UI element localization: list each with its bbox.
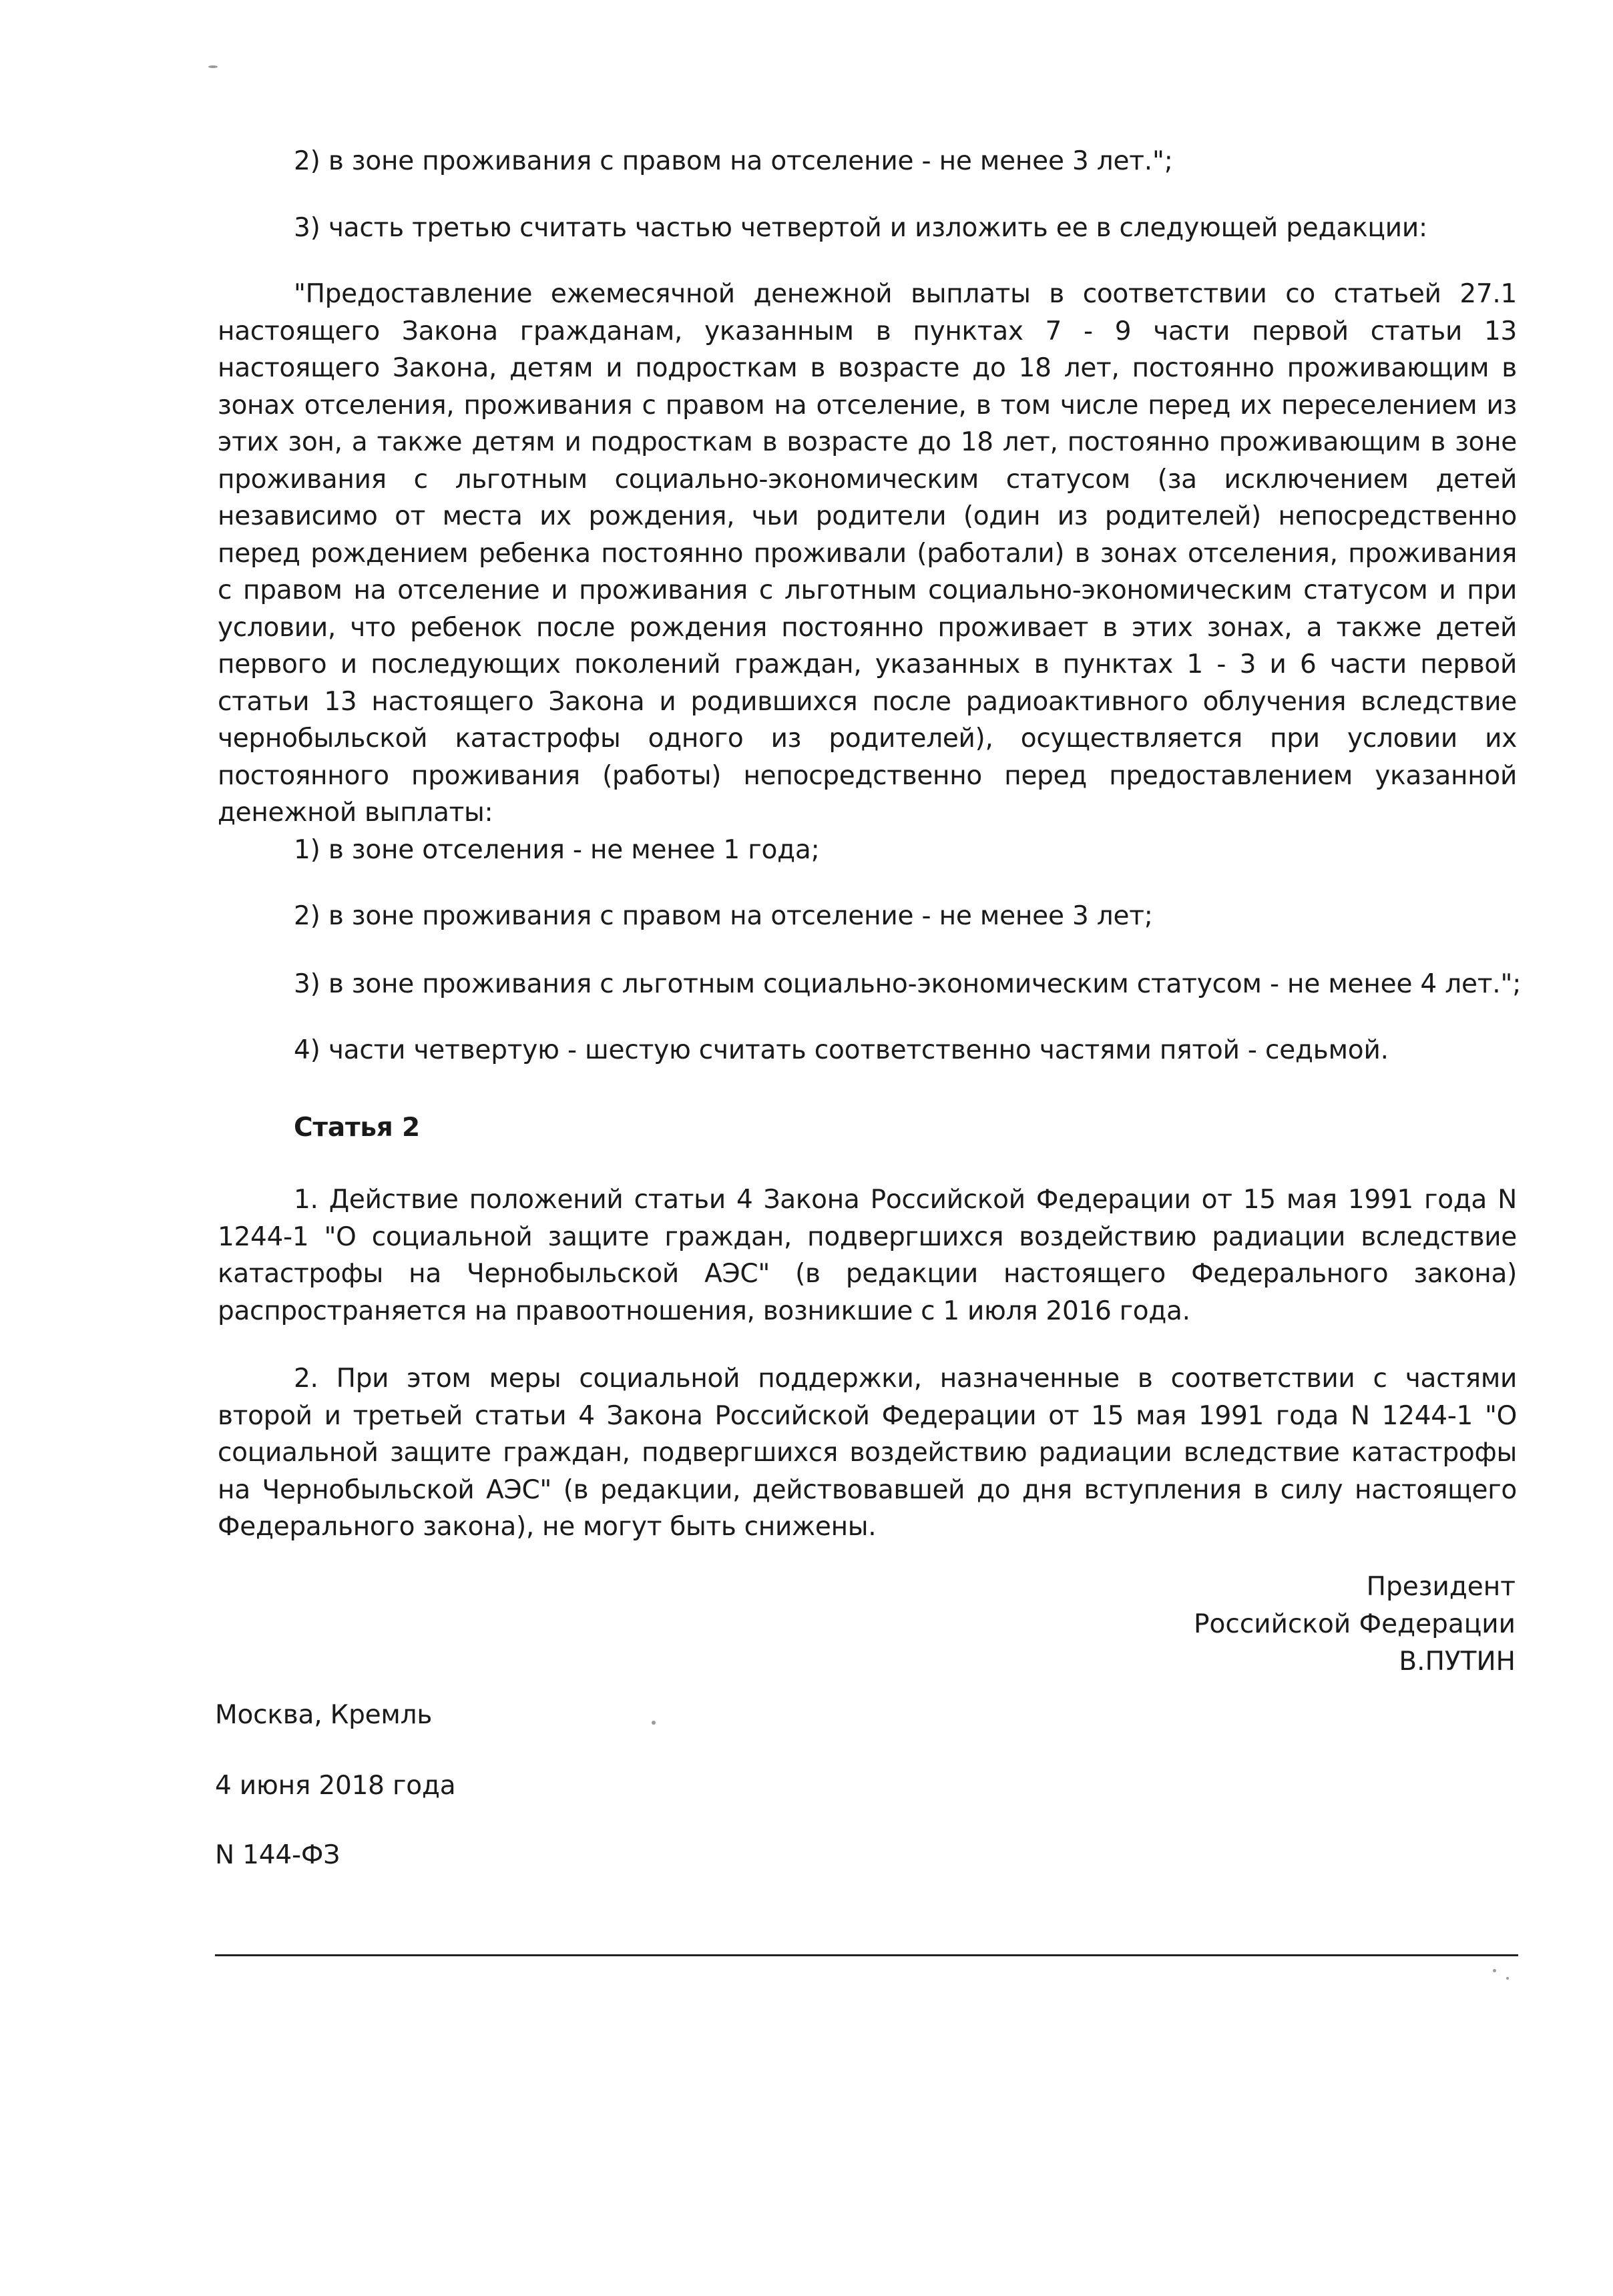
signing-place: Москва, Кремль bbox=[215, 1700, 433, 1730]
article-heading: Статья 2 bbox=[294, 1113, 420, 1143]
list-item-zone-resettlement-right: 2) в зоне проживания с правом на отселение - не менее 3 лет."; bbox=[294, 146, 1173, 176]
quoted-amendment-paragraph: "Предоставление ежемесячной денежной выплаты в соответствии со статьей 27.1 настоящего Закона гражданам, указанным в пунктах 7 - 9 части первой статьи 13 настоящего Закона, детям и подросткам в возрасте до 18 лет, постоянно проживающим в зонах отселения, проживания с правом на отселение, в том числе перед их переселением из этих зон, а также детям и подросткам в возрасте до 18 лет, постоянно проживающим в зоне проживания с льготным социально-экономическим статусом (за исключением детей независимо от места их рождения, чьи родители (один из родителей) непосредственно перед рождением ребенка постоянно проживали (работали) в зонах отселения, проживания с правом на отселение и проживания с льготным социально-экономическим статусом и при условии, что ребенок после рождения постоянно проживает в этих зонах, а также детей первого и последующих поколений граждан, указанных в пунктах 1 - 3 и 6 части первой статьи 13 настоящего Закона и родившихся после радиоактивного облучения вследствие чернобыльской катастрофы одного из родителей), осуществляется при условии их постоянного проживания (работы) непосредственно перед предоставлением указанной денежной выплаты: bbox=[218, 279, 1517, 828]
list-item-1: 1) в зоне отселения - не менее 1 года; bbox=[294, 835, 820, 865]
article-paragraph-1: 1. Действие положений статьи 4 Закона Российской Федерации от 15 мая 1991 года N 1244-1 "О социальной защите граждан, подвергшихся воздействию радиации вследствие катастрофы на Чернобыльской АЭС" (в редакции настоящего Федерального закона) распространяется на правоотношения, возникшие с 1 июля 2016 года. bbox=[218, 1185, 1517, 1326]
signature-title-1: Президент bbox=[1366, 1572, 1516, 1602]
article-paragraph-2: 2. При этом меры социальной поддержки, назначенные в соответствии с частями второй и третьей статьи 4 Закона Российской Федерации от 15 мая 1991 года N 1244-1 "О социальной защите граждан, подвергшихся воздействию радиации вследствие катастрофы на Чернобыльской АЭС" (в редакции, действовавшей до дня вступления в силу настоящего Федерального закона), не могут быть снижены. bbox=[218, 1364, 1517, 1542]
scan-speck bbox=[652, 1721, 656, 1725]
scan-speck bbox=[1493, 1969, 1496, 1972]
scan-speck bbox=[208, 65, 218, 68]
law-number: N 144-ФЗ bbox=[215, 1840, 340, 1870]
footer-rule bbox=[215, 1954, 1518, 1956]
signing-date: 4 июня 2018 года bbox=[215, 1771, 456, 1801]
list-item-2: 2) в зоне проживания с правом на отселение - не менее 3 лет; bbox=[294, 901, 1153, 931]
amendment-item-3: 3) часть третью считать частью четвертой и изложить ее в следующей редакции: bbox=[294, 213, 1428, 243]
amendment-item-4: 4) части четвертую - шестую считать соответственно частями пятой - седьмой. bbox=[294, 1035, 1389, 1065]
list-item-3: 3) в зоне проживания с льготным социально-экономическим статусом - не менее 4 лет."; bbox=[294, 969, 1522, 999]
signature-name: В.ПУТИН bbox=[1399, 1647, 1516, 1677]
scan-speck bbox=[1506, 1977, 1509, 1980]
signature-title-2: Российской Федерации bbox=[1194, 1609, 1516, 1639]
